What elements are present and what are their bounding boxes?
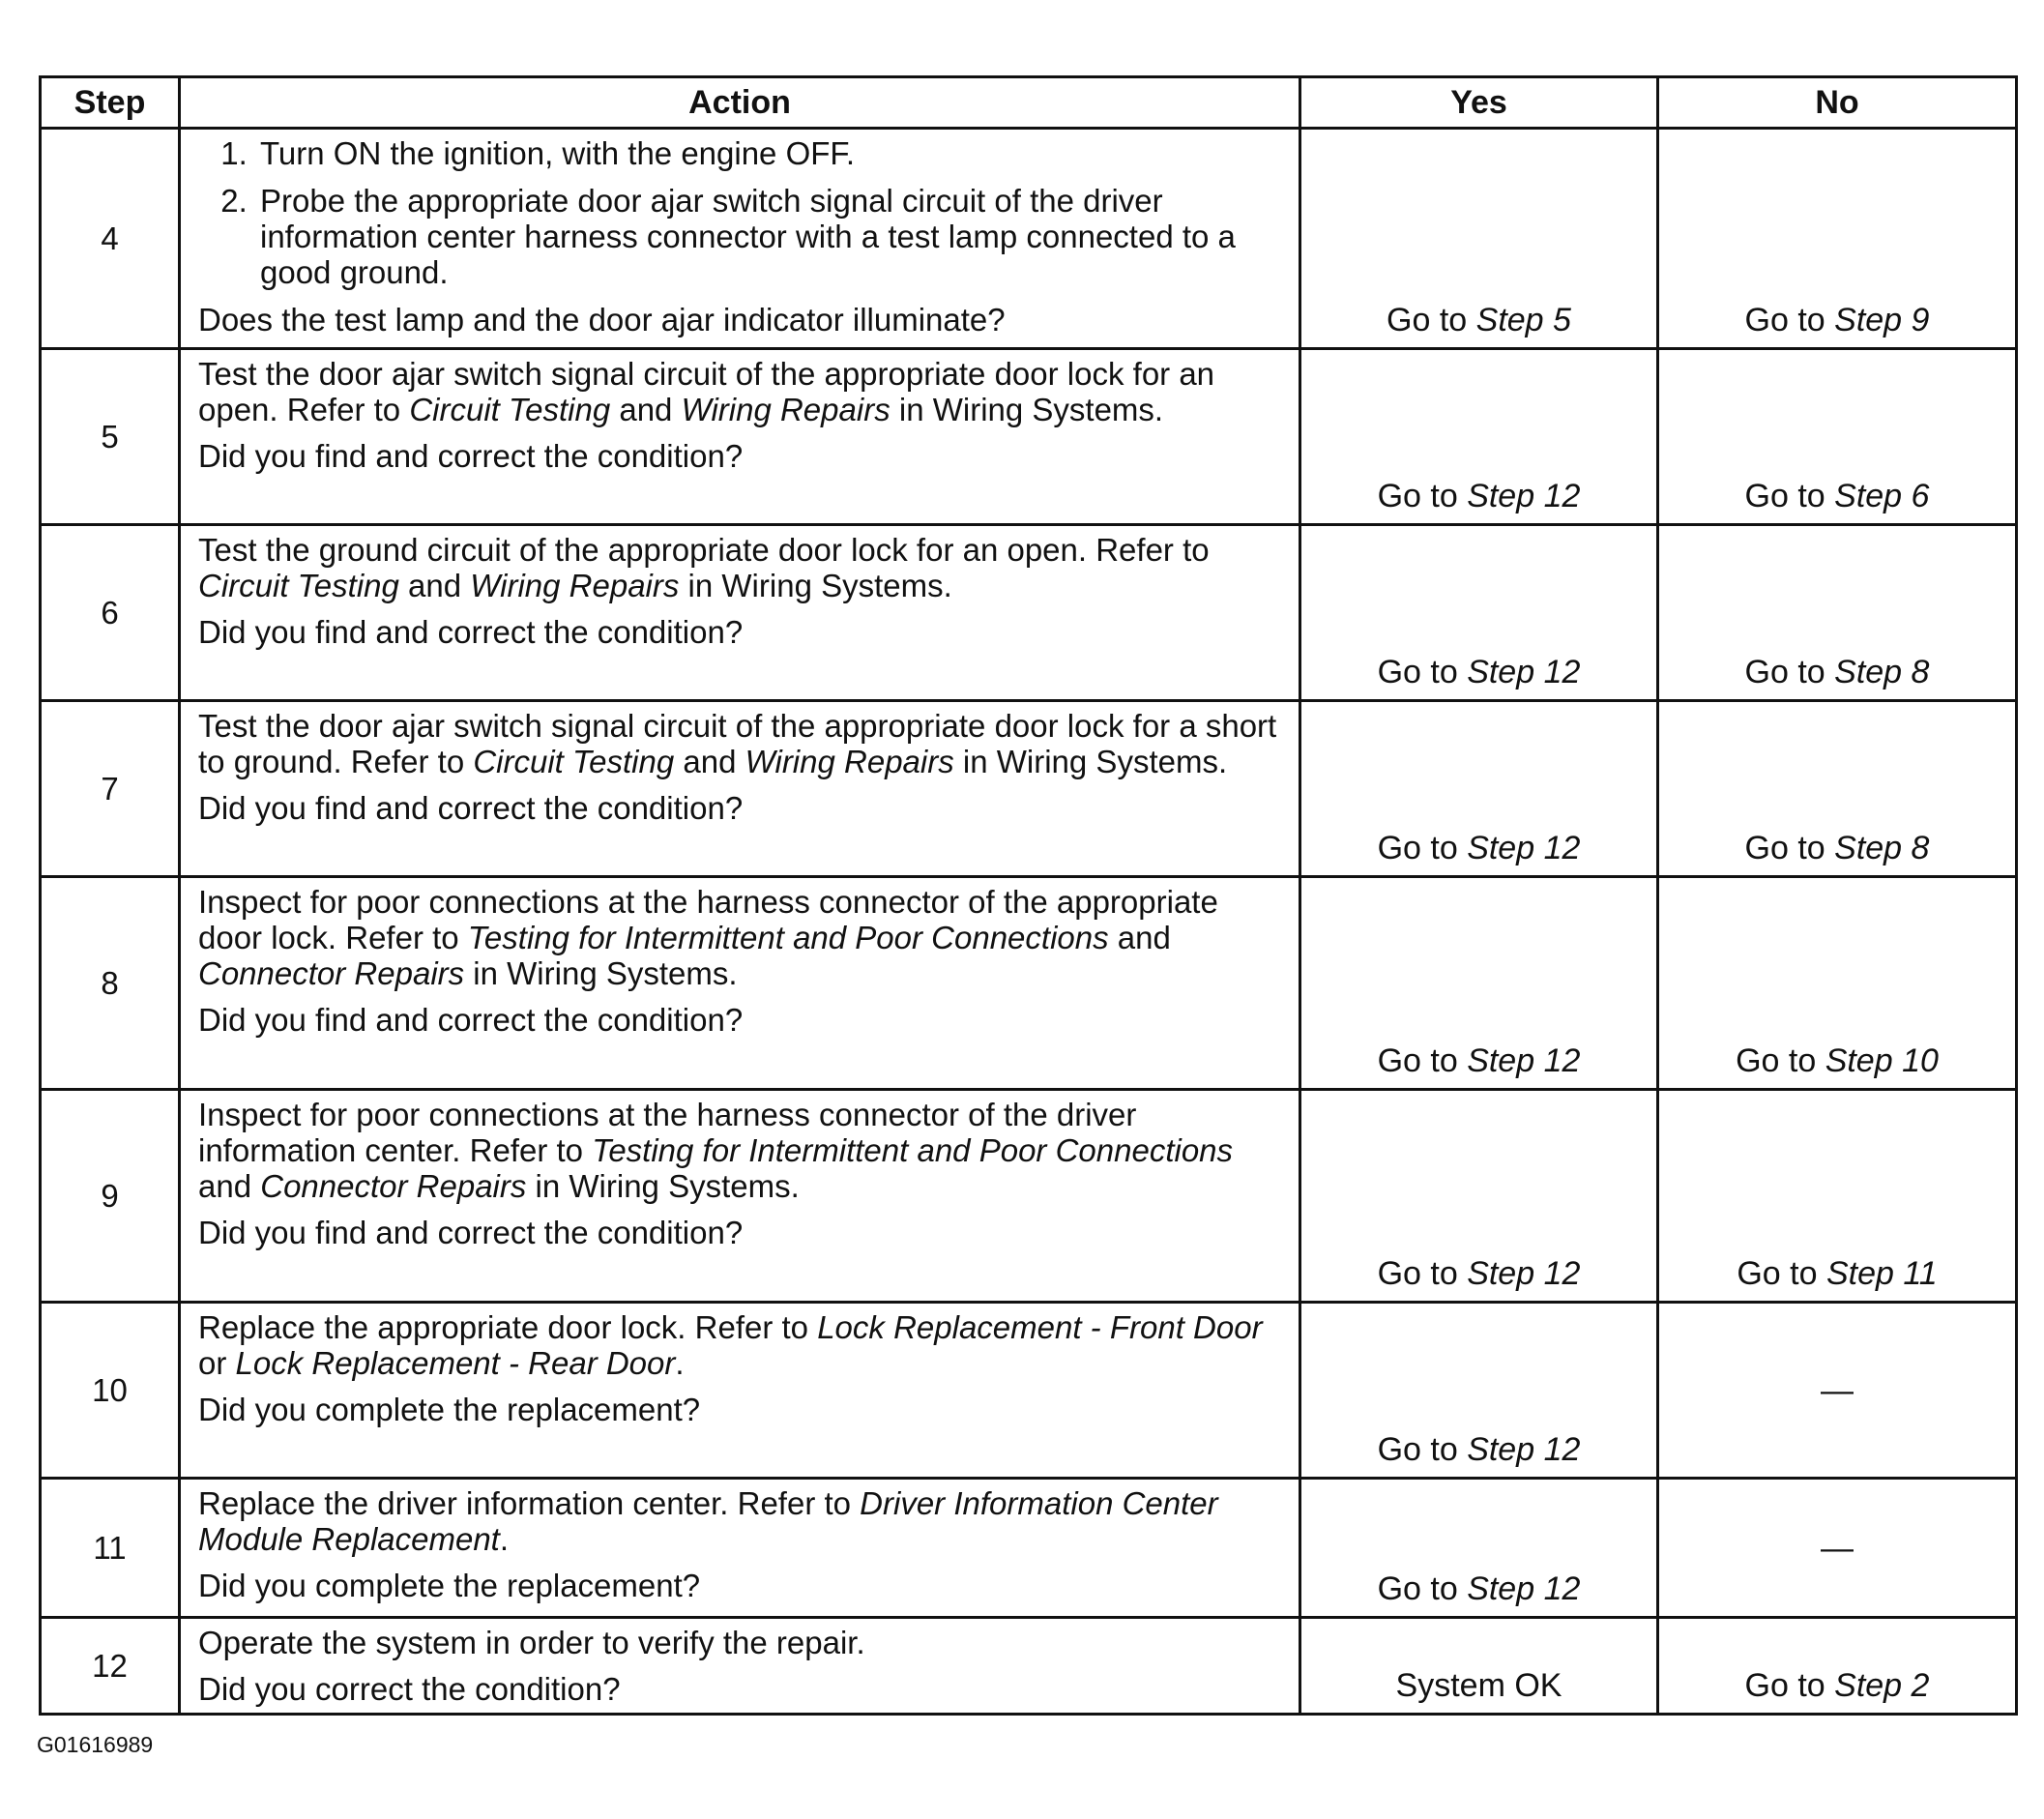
instruction-segment: in Wiring Systems.	[953, 744, 1228, 779]
instruction-segment: Inspect for poor connections at the harness connector of the driver information center. Refer to	[198, 1097, 1137, 1168]
action-cell	[180, 1479, 1300, 1618]
question-text: Does the test lamp and the door ajar indicator illuminate?	[198, 302, 1006, 337]
goto-step-link[interactable]: Step 12	[1467, 1042, 1581, 1079]
table-row	[41, 877, 2017, 1090]
step-number: 7	[41, 701, 180, 877]
instruction-segment: in Wiring Systems.	[526, 1168, 800, 1204]
question-text: Did you complete the replacement?	[198, 1568, 701, 1603]
step-number: 10	[41, 1303, 180, 1479]
table-row	[41, 129, 2017, 349]
question-text: Did you find and correct the condition?	[198, 790, 744, 826]
yes-goto-prefix: Go to	[1377, 654, 1468, 690]
reference-link[interactable]: Testing for Intermittent and Poor Connections	[592, 1132, 1234, 1168]
table-body	[41, 129, 2017, 1715]
action-cell	[180, 349, 1300, 525]
header-action: Action	[180, 77, 1300, 129]
goto-step-link[interactable]: Step 12	[1467, 1431, 1581, 1468]
instruction-segment: Inspect for poor connections at the harness connector of the appropriate door lock. Refer to	[198, 884, 1218, 955]
instruction-segment: and	[674, 744, 745, 779]
instruction-text	[198, 1097, 1279, 1204]
goto-step-link[interactable]: Step 12	[1467, 478, 1581, 514]
step-number: 5	[41, 349, 180, 525]
instruction-segment: and	[198, 1168, 261, 1204]
instruction-segment: or	[198, 1345, 236, 1381]
yes-result-text: System OK	[1395, 1667, 1562, 1704]
yes-cell	[1300, 1618, 1658, 1715]
yes-goto-prefix: Go to	[1377, 1255, 1468, 1292]
question-text: Did you find and correct the condition?	[198, 1215, 744, 1250]
reference-link[interactable]: Circuit Testing	[409, 392, 611, 427]
substep-item: 2. Probe the appropriate door ajar switch signal circuit of the driver information center harness connector with a test lamp connected to a good ground.	[256, 183, 1279, 290]
instruction-text	[198, 884, 1279, 991]
instruction-segment: in Wiring Systems.	[464, 955, 738, 991]
step-number: 12	[41, 1618, 180, 1715]
substep-item: 1. Turn ON the ignition, with the engine OFF.	[256, 135, 1279, 171]
instruction-segment: and	[398, 568, 471, 603]
yes-cell	[1300, 701, 1658, 877]
instruction-segment: Test the door ajar switch signal circuit of the appropriate door lock for a short to ground. Refer to	[198, 708, 1277, 779]
goto-step-link[interactable]: Step 12	[1467, 654, 1581, 690]
table-row	[41, 349, 2017, 525]
action-cell	[180, 129, 1300, 349]
step-number: 4	[41, 129, 180, 349]
no-cell	[1658, 349, 2017, 525]
yes-cell	[1300, 349, 1658, 525]
substep-list	[198, 135, 1279, 290]
goto-step-link[interactable]: Step 9	[1834, 302, 1930, 338]
instruction-segment: and	[1108, 920, 1171, 955]
instruction-segment: Operate the system in order to verify the repair.	[198, 1625, 865, 1660]
action-cell	[180, 525, 1300, 701]
question-text: Did you complete the replacement?	[198, 1392, 701, 1427]
question-text: Did you correct the condition?	[198, 1671, 621, 1707]
no-goto-prefix: Go to	[1744, 1667, 1835, 1704]
goto-step-link[interactable]: Step 5	[1475, 302, 1571, 338]
table-row	[41, 1479, 2017, 1618]
instruction-segment: and	[610, 392, 682, 427]
no-goto-prefix: Go to	[1744, 654, 1835, 690]
instruction-text	[198, 1309, 1279, 1381]
no-cell	[1658, 1479, 2017, 1618]
instruction-segment: Replace the driver information center. Refer to	[198, 1485, 861, 1521]
no-goto-prefix: Go to	[1744, 830, 1835, 866]
goto-step-link[interactable]: Step 12	[1467, 1255, 1581, 1292]
reference-link[interactable]: Testing for Intermittent and Poor Connections	[467, 920, 1109, 955]
diagnostic-table	[39, 75, 2018, 1716]
step-number: 11	[41, 1479, 180, 1618]
header-row	[41, 77, 2017, 129]
action-cell	[180, 701, 1300, 877]
reference-link[interactable]: Wiring Repairs	[470, 568, 680, 603]
question-text: Did you find and correct the condition?	[198, 614, 744, 650]
reference-link[interactable]: Wiring Repairs	[745, 744, 954, 779]
yes-goto-prefix: Go to	[1377, 1570, 1468, 1607]
instruction-text	[198, 1625, 1279, 1660]
no-goto-prefix: Go to	[1744, 478, 1835, 514]
no-result-text: —	[1821, 1529, 1854, 1567]
table-row	[41, 1303, 2017, 1479]
reference-link[interactable]: Lock Replacement - Rear Door	[235, 1345, 676, 1381]
reference-link[interactable]: Lock Replacement - Front Door	[817, 1309, 1263, 1345]
no-cell	[1658, 129, 2017, 349]
instruction-text	[198, 708, 1279, 779]
action-cell	[180, 1303, 1300, 1479]
reference-link[interactable]: Connector Repairs	[260, 1168, 527, 1204]
question-text: Did you find and correct the condition?	[198, 438, 744, 474]
figure-id: G01616989	[37, 1732, 154, 1757]
table-row	[41, 701, 2017, 877]
goto-step-link[interactable]: Step 12	[1467, 830, 1581, 866]
table-row	[41, 1618, 2017, 1715]
yes-goto-prefix: Go to	[1377, 1431, 1468, 1468]
goto-step-link[interactable]: Step 6	[1834, 478, 1930, 514]
instruction-segment: .	[499, 1521, 510, 1557]
no-result-text: —	[1821, 1371, 1854, 1409]
goto-step-link[interactable]: Step 2	[1834, 1667, 1930, 1704]
instruction-segment: Test the ground circuit of the appropriate door lock for an open. Refer to	[198, 532, 1210, 568]
reference-link[interactable]: Driver Information Center Module Replacement	[198, 1485, 1218, 1557]
no-cell	[1658, 701, 2017, 877]
yes-goto-prefix: Go to	[1387, 302, 1476, 338]
goto-step-link[interactable]: Step 10	[1825, 1042, 1939, 1079]
table-row	[41, 525, 2017, 701]
yes-cell	[1300, 877, 1658, 1090]
table-row	[41, 1090, 2017, 1303]
no-cell	[1658, 1303, 2017, 1479]
yes-cell	[1300, 525, 1658, 701]
no-cell	[1658, 1618, 2017, 1715]
instruction-segment: Replace the appropriate door lock. Refer to	[198, 1309, 818, 1345]
header-yes: Yes	[1300, 77, 1658, 129]
step-number: 6	[41, 525, 180, 701]
goto-step-link[interactable]: Step 8	[1834, 654, 1930, 690]
header-no: No	[1658, 77, 2017, 129]
reference-link[interactable]: Circuit Testing	[473, 744, 675, 779]
reference-link[interactable]: Wiring Repairs	[681, 392, 891, 427]
goto-step-link[interactable]: Step 8	[1834, 830, 1930, 866]
yes-goto-prefix: Go to	[1377, 1042, 1468, 1079]
goto-step-link[interactable]: Step 11	[1825, 1255, 1938, 1292]
no-cell	[1658, 1090, 2017, 1303]
instruction-segment: .	[675, 1345, 685, 1381]
no-goto-prefix: Go to	[1736, 1042, 1825, 1079]
instruction-segment: Test the door ajar switch signal circuit of the appropriate door lock for an open. Refer to	[198, 356, 1215, 427]
no-cell	[1658, 525, 2017, 701]
header-step: Step	[41, 77, 180, 129]
instruction-segment: in Wiring Systems.	[890, 392, 1164, 427]
no-cell	[1658, 877, 2017, 1090]
yes-cell	[1300, 1479, 1658, 1618]
instruction-text	[198, 1485, 1279, 1557]
question-text: Did you find and correct the condition?	[198, 1002, 744, 1038]
yes-goto-prefix: Go to	[1377, 830, 1468, 866]
reference-link[interactable]: Connector Repairs	[198, 955, 465, 991]
instruction-segment: in Wiring Systems.	[679, 568, 952, 603]
action-cell	[180, 877, 1300, 1090]
action-cell	[180, 1618, 1300, 1715]
yes-goto-prefix: Go to	[1377, 478, 1468, 514]
instruction-text	[198, 532, 1279, 603]
reference-link[interactable]: Circuit Testing	[198, 568, 399, 603]
yes-cell	[1300, 1090, 1658, 1303]
yes-cell	[1300, 129, 1658, 349]
goto-step-link[interactable]: Step 12	[1467, 1570, 1581, 1607]
no-goto-prefix: Go to	[1744, 302, 1835, 338]
yes-cell	[1300, 1303, 1658, 1479]
step-number: 9	[41, 1090, 180, 1303]
no-goto-prefix: Go to	[1737, 1255, 1826, 1292]
instruction-text	[198, 356, 1279, 427]
step-number: 8	[41, 877, 180, 1090]
action-cell	[180, 1090, 1300, 1303]
